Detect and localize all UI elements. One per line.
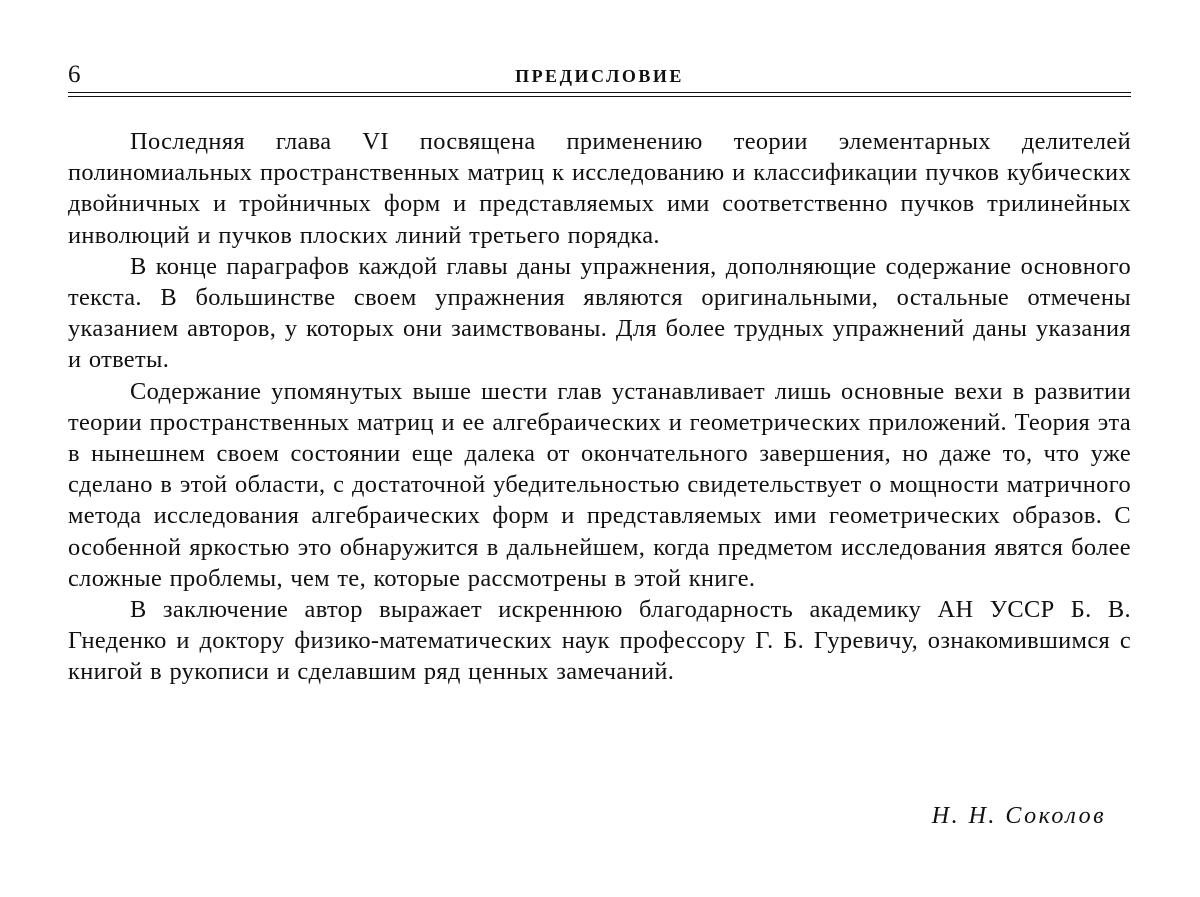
body-text [68,126,1131,688]
section-title: ПРЕДИСЛОВИЕ [515,66,684,86]
paragraph: В заключение автор выражает искреннюю благодарность академику АН УССР Б. В. Гнеденко и доктору физико-математических наук профессору Г. Б. Гуревичу, ознакомившимся с книгой в рукописи и сделавшим ряд ценных замечаний. [68,596,1131,686]
paragraph: В конце параграфов каждой главы даны упражнения, дополняющие содержание основного текста. В большинстве своем упражнения являются оригинальными, остальные отмечены указанием авторов, у которых они заимствованы. Для более трудных упражнений даны указания и ответы. [68,252,1131,374]
running-head [68,60,1131,90]
page-number: 6 [68,61,81,88]
paragraph: Последняя глава VI посвящена применению теории элементарных делителей полиномиальных пространственных матриц к исследованию и классификации пучков кубических двойничных и тройничных форм и представляемых ими соответственно пучков трилинейных инволюций и пучков плоских линий третьего порядка. [68,128,1131,249]
author-signature: Н. Н. Соколов [931,803,1106,829]
paragraph: Содержание упомянутых выше шести глав устанавливает лишь основные вехи в развитии теории пространственных матриц и ее алгебраических и геометрических приложений. Теория эта в нынешнем своем состоянии еще далека от окончательного завершения, но даже то, что уже сделано в этой области, с достаточной убедительностью свидетельствует о мощности матричного метода исследования алгебраических форм и представляемых ими геометрических образов. С особенной яркостью это обнаружится в дальнейшем, когда предметом исследования явятся более сложные проблемы, чем те, которые рассмотрены в этой книге. [68,377,1131,592]
header-double-rule [68,92,1131,97]
